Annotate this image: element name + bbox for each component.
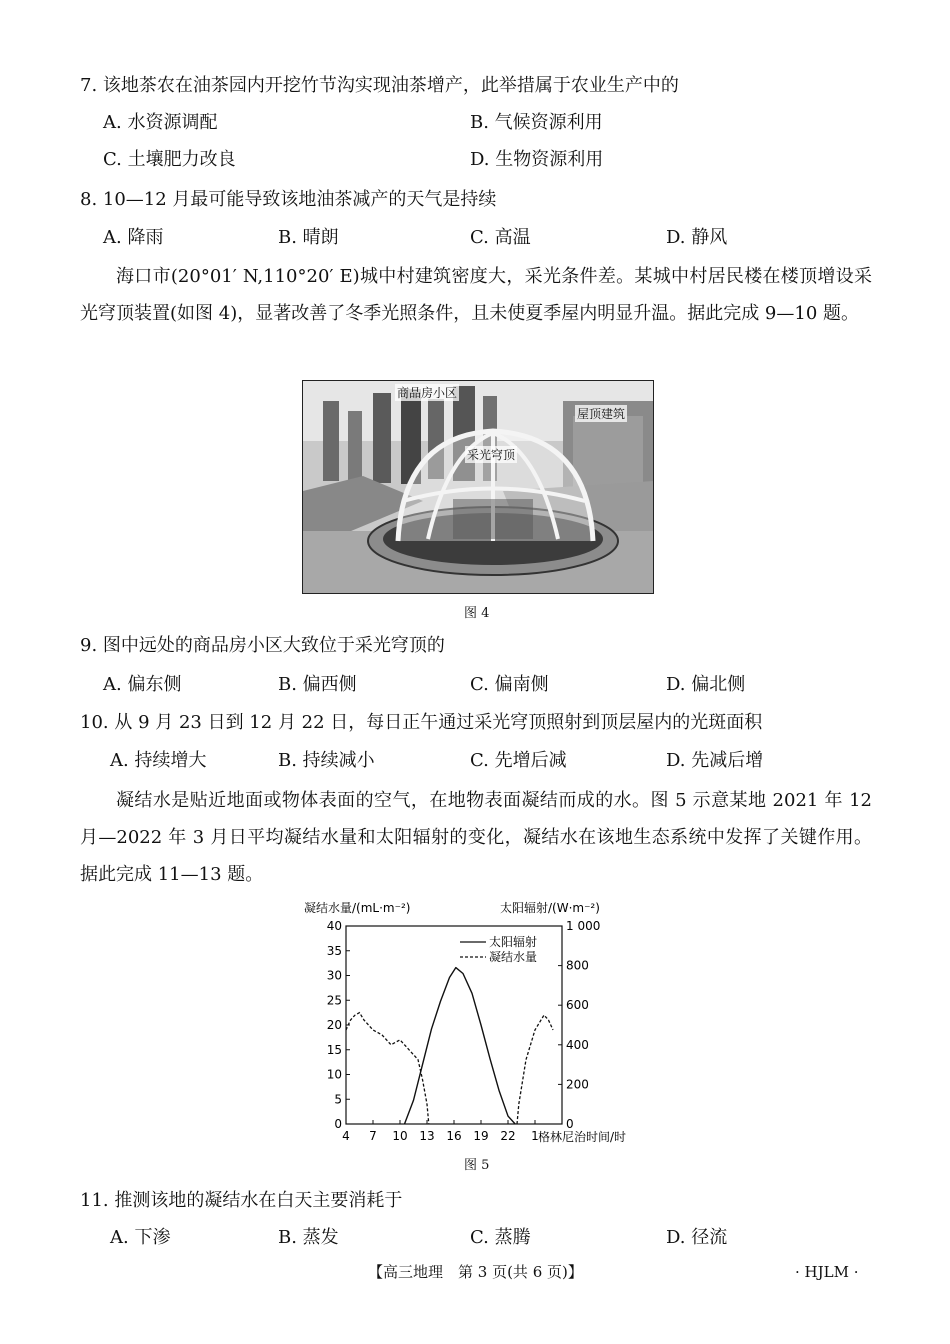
chart-left-ticks [327, 919, 350, 1131]
q11-option-c: C. 蒸腾 [470, 1227, 531, 1248]
legend-label-solar: 太阳辐射 [489, 935, 538, 949]
q8-option-b: B. 晴朗 [278, 227, 339, 248]
q9-option-d: D. 偏北侧 [666, 674, 746, 695]
passage-9-10: 海口市(20°01′ N,110°20′ E)城中村建筑密度大，采光条件差。某城中村居民楼在楼顶增设采光穹顶装置(如图 4)，显著改善了冬季光照条件，且未使夏季屋内明显升温。据此完成 9—10 题。 [80, 266, 872, 324]
chart-x-tick-label: 1 [531, 1129, 539, 1143]
chart-right-tick-label: 600 [566, 998, 589, 1013]
q9-option-b: B. 偏西侧 [278, 674, 357, 695]
chart-left-tick-label: 0 [334, 1117, 342, 1131]
q7-option-d: D. 生物资源利用 [470, 149, 604, 170]
chart-xlabel: 格林尼治时间/时 [538, 1130, 627, 1144]
page-footer: 【高三地理 第 3 页(共 6 页)】 [368, 1263, 583, 1281]
q7-stem: 7. 该地茶农在油茶园内开挖竹节沟实现油茶增产，此举措属于农业生产中的 [80, 75, 679, 96]
q7-option-c: C. 土壤肥力改良 [103, 149, 236, 170]
q10-option-c: C. 先增后减 [470, 750, 567, 771]
chart-x-tick-label: 16 [446, 1129, 462, 1143]
q10-option-d: D. 先减后增 [666, 750, 764, 771]
chart-left-tick-label: 10 [326, 1067, 342, 1082]
q11-option-a: A. 下渗 [110, 1227, 171, 1248]
q8-option-c: C. 高温 [470, 227, 531, 248]
q8-option-a: A. 降雨 [103, 227, 164, 248]
chart-left-tick-label: 35 [326, 943, 342, 958]
legend-label-dew: 凝结水量 [489, 950, 538, 964]
q10-option-b: B. 持续减小 [278, 750, 375, 771]
chart-x-tick-label: 22 [500, 1129, 516, 1143]
chart-left-tick-label: 15 [326, 1042, 342, 1057]
q8-stem: 8. 10—12 月最可能导致该地油茶减产的天气是持续 [80, 189, 497, 210]
chart-left-tick-label: 25 [326, 993, 342, 1008]
q7-option-b: B. 气候资源利用 [470, 112, 603, 133]
figure4-label-rooftop: 屋顶建筑 [577, 407, 626, 421]
q8-option-d: D. 静风 [666, 227, 728, 248]
q11-option-d: D. 径流 [666, 1227, 728, 1248]
series-line-dew [346, 1013, 429, 1124]
chart-right-ticks [558, 919, 600, 1131]
chart-ylabel-right: 太阳辐射/(W·m⁻²) [500, 901, 600, 915]
chart-x-tick-label: 7 [369, 1129, 377, 1143]
passage-11-13: 凝结水是贴近地面或物体表面的空气，在地物表面凝结而成的水。图 5 示意某地 2021 年 12 月—2022 年 3 月日平均凝结水量和太阳辐射的变化，凝结水在该地生态系统中发挥了关键作用。据此完成 11—13 题。 [80, 790, 872, 885]
chart-x-tick-label: 13 [419, 1129, 435, 1143]
chart-right-tick-label: 1 000 [566, 919, 601, 933]
chart-x-tick-label: 4 [342, 1129, 350, 1143]
chart-right-tick-label: 200 [566, 1077, 589, 1092]
series-line-dew [517, 1015, 553, 1124]
q9-option-a: A. 偏东侧 [103, 674, 182, 695]
footer-code: · HJLM · [795, 1263, 859, 1281]
q10-option-a: A. 持续增大 [110, 750, 207, 771]
figure4-label-estate: 商品房小区 [397, 386, 458, 400]
q7-option-a: A. 水资源调配 [103, 112, 218, 133]
q9-stem: 9. 图中远处的商品房小区大致位于采光穹顶的 [80, 635, 445, 656]
figure4-caption: 图 4 [464, 606, 490, 621]
chart-ylabel-left: 凝结水量/(mL·m⁻²) [304, 901, 411, 915]
q11-option-b: B. 蒸发 [278, 1227, 339, 1248]
chart-left-tick-label: 40 [326, 919, 342, 933]
chart-x-tick-label: 10 [392, 1129, 408, 1143]
figure5-caption: 图 5 [464, 1158, 490, 1173]
figure4-label-dome: 采光穹顶 [467, 448, 516, 462]
q10-stem: 10. 从 9 月 23 日到 12 月 22 日，每日正午通过采光穹顶照射到顶层屋内的光斑面积 [80, 712, 763, 733]
chart-left-tick-label: 30 [326, 968, 342, 983]
chart-right-tick-label: 800 [566, 958, 589, 973]
figure5-chart [300, 898, 660, 1154]
chart-svg [300, 898, 660, 1154]
series-line-solar [405, 968, 516, 1124]
chart-left-tick-label: 5 [334, 1092, 342, 1107]
chart-series [346, 968, 553, 1124]
chart-right-tick-label: 0 [566, 1117, 574, 1131]
figure4-photo [302, 380, 654, 594]
chart-x-tick-label: 19 [473, 1129, 489, 1143]
q11-stem: 11. 推测该地的凝结水在白天主要消耗于 [80, 1190, 403, 1211]
chart-left-tick-label: 20 [326, 1018, 342, 1032]
chart-right-tick-label: 400 [566, 1037, 589, 1052]
q9-option-c: C. 偏南侧 [470, 674, 549, 695]
